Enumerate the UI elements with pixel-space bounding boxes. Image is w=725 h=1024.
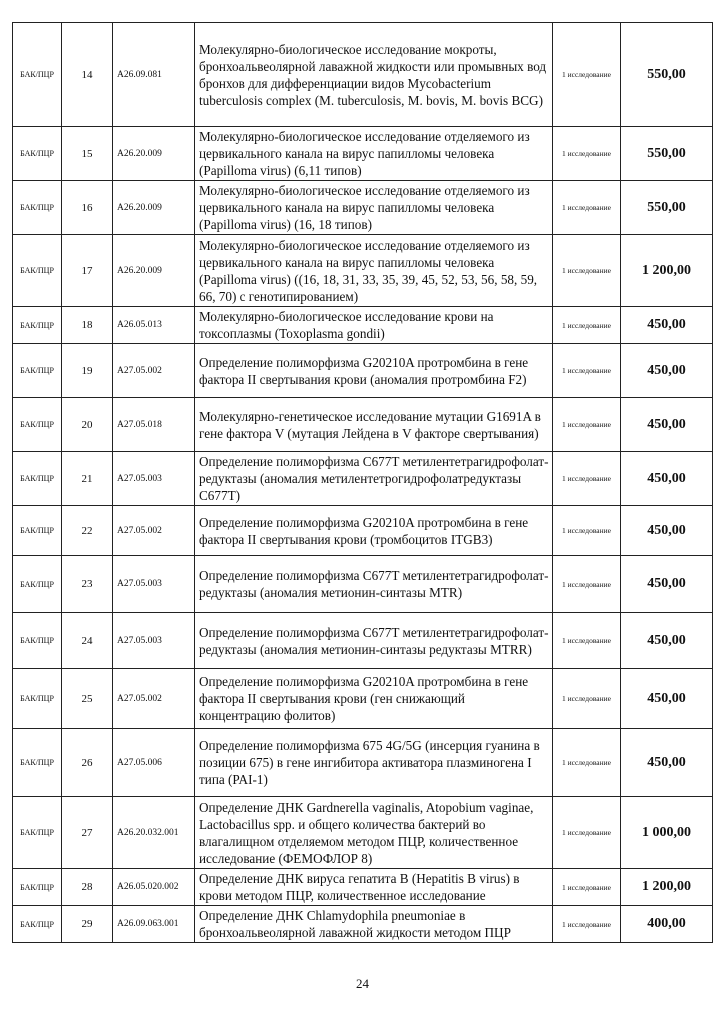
department-cell: БАК/ПЦР [13, 613, 62, 669]
service-name-cell: Определение ДНК Gardnerella vaginalis, Atopobium vaginae, Lactobacillus spp. и общего количества бактерий во влагалищном отделяемом методом ПЦР, количественное исследование (ФЕМОФЛОР 8) [195, 797, 553, 869]
service-code-cell: A27.05.002 [113, 506, 195, 556]
department-cell: БАК/ПЦР [13, 127, 62, 181]
unit-cell: 1 исследование [553, 556, 621, 613]
price-cell: 450,00 [621, 556, 713, 613]
service-code-cell: A26.20.009 [113, 127, 195, 181]
service-code-cell: A27.05.003 [113, 452, 195, 506]
row-number-cell: 22 [62, 506, 113, 556]
service-name-cell: Определение ДНК вируса гепатита B (Hepatitis B virus) в крови методом ПЦР, количественное исследование [195, 869, 553, 906]
service-code-cell: A26.20.032.001 [113, 797, 195, 869]
service-name-cell: Определение полиморфизма G20210A протромбина в гене фактора II свертывания крови (тромбоцитов ITGB3) [195, 506, 553, 556]
table-row [13, 235, 713, 307]
row-number-cell: 28 [62, 869, 113, 906]
price-cell: 1 200,00 [621, 869, 713, 906]
price-cell: 550,00 [621, 181, 713, 235]
service-name-cell: Определение полиморфизма 675 4G/5G (инсерция гуанина в позиции 675) в гене ингибитора активатора плазминогена I типа (PAI-1) [195, 729, 553, 797]
service-name-cell: Определение полиморфизма G20210A протромбина в гене фактора II свертывания крови (аномалия протромбина F2) [195, 344, 553, 398]
table-row [13, 506, 713, 556]
row-number-cell: 18 [62, 307, 113, 344]
service-code-cell: A27.05.003 [113, 556, 195, 613]
table-row [13, 669, 713, 729]
service-name-cell: Молекулярно-биологическое исследование крови на токсоплазмы (Toxoplasma gondii) [195, 307, 553, 344]
department-cell: БАК/ПЦР [13, 235, 62, 307]
unit-cell: 1 исследование [553, 452, 621, 506]
service-name-cell: Молекулярно-биологическое исследование отделяемого из цервикального канала на вирус папилломы человека (Papilloma virus) (16, 18 типов) [195, 181, 553, 235]
department-cell: БАК/ПЦР [13, 556, 62, 613]
price-cell: 450,00 [621, 307, 713, 344]
department-cell: БАК/ПЦР [13, 729, 62, 797]
table-row [13, 127, 713, 181]
table-row [13, 307, 713, 344]
price-cell: 450,00 [621, 398, 713, 452]
service-code-cell: A27.05.018 [113, 398, 195, 452]
price-cell: 450,00 [621, 729, 713, 797]
service-code-cell: A27.05.003 [113, 613, 195, 669]
price-cell: 400,00 [621, 906, 713, 943]
row-number-cell: 26 [62, 729, 113, 797]
table-row [13, 556, 713, 613]
department-cell: БАК/ПЦР [13, 344, 62, 398]
service-name-cell: Определение полиморфизма G20210A протромбина в гене фактора II свертывания крови (ген снижающий концентрацию фолитов) [195, 669, 553, 729]
unit-cell: 1 исследование [553, 506, 621, 556]
row-number-cell: 15 [62, 127, 113, 181]
unit-cell: 1 исследование [553, 398, 621, 452]
table-row [13, 729, 713, 797]
price-cell: 450,00 [621, 613, 713, 669]
service-code-cell: A26.20.009 [113, 181, 195, 235]
price-cell: 550,00 [621, 127, 713, 181]
department-cell: БАК/ПЦР [13, 307, 62, 344]
row-number-cell: 23 [62, 556, 113, 613]
department-cell: БАК/ПЦР [13, 506, 62, 556]
unit-cell: 1 исследование [553, 869, 621, 906]
department-cell: БАК/ПЦР [13, 181, 62, 235]
service-code-cell: A26.05.013 [113, 307, 195, 344]
table-row [13, 344, 713, 398]
unit-cell: 1 исследование [553, 797, 621, 869]
price-cell: 1 200,00 [621, 235, 713, 307]
unit-cell: 1 исследование [553, 669, 621, 729]
service-name-cell: Определение полиморфизма C677T метилентетрагидрофолат-редуктазы (аномалия метилентетрогидрофолатредуктазы C677T) [195, 452, 553, 506]
unit-cell: 1 исследование [553, 613, 621, 669]
department-cell: БАК/ПЦР [13, 797, 62, 869]
department-cell: БАК/ПЦР [13, 23, 62, 127]
price-cell: 550,00 [621, 23, 713, 127]
row-number-cell: 17 [62, 235, 113, 307]
row-number-cell: 27 [62, 797, 113, 869]
price-cell: 450,00 [621, 669, 713, 729]
price-cell: 450,00 [621, 344, 713, 398]
row-number-cell: 16 [62, 181, 113, 235]
service-name-cell: Молекулярно-генетическое исследование мутации G1691A в гене фактора V (мутация Лейдена в V факторе свертывания) [195, 398, 553, 452]
page-number: 24 [356, 976, 369, 991]
service-name-cell: Молекулярно-биологическое исследование мокроты, бронхоальвеолярной лаважной жидкости или промывных вод бронхов для дифференциации видов Mycobacterium tuberculosis complex (M. tuberculosis, M. bovis, M. bovis BCG) [195, 23, 553, 127]
department-cell: БАК/ПЦР [13, 452, 62, 506]
row-number-cell: 19 [62, 344, 113, 398]
unit-cell: 1 исследование [553, 906, 621, 943]
service-name-cell: Молекулярно-биологическое исследование отделяемого из цервикального канала на вирус папилломы человека (Papilloma virus) (6,11 типов) [195, 127, 553, 181]
row-number-cell: 29 [62, 906, 113, 943]
service-code-cell: A26.20.009 [113, 235, 195, 307]
unit-cell: 1 исследование [553, 307, 621, 344]
table-row [13, 181, 713, 235]
table-row [13, 398, 713, 452]
service-code-cell: A26.09.081 [113, 23, 195, 127]
service-code-cell: A26.05.020.002 [113, 869, 195, 906]
price-list-table [12, 22, 713, 943]
department-cell: БАК/ПЦР [13, 906, 62, 943]
department-cell: БАК/ПЦР [13, 869, 62, 906]
unit-cell: 1 исследование [553, 181, 621, 235]
unit-cell: 1 исследование [553, 127, 621, 181]
department-cell: БАК/ПЦР [13, 398, 62, 452]
unit-cell: 1 исследование [553, 729, 621, 797]
unit-cell: 1 исследование [553, 23, 621, 127]
row-number-cell: 24 [62, 613, 113, 669]
service-name-cell: Молекулярно-биологическое исследование отделяемого из цервикального канала на вирус папилломы человека (Papilloma virus) ((16, 18, 31, 33, 35, 39, 45, 52, 53, 56, 58, 59, 66, 70) с генотипированием) [195, 235, 553, 307]
table-row [13, 869, 713, 906]
service-name-cell: Определение полиморфизма C677T метилентетрагидрофолат-редуктазы (аномалия метионин-синтазы MTR) [195, 556, 553, 613]
unit-cell: 1 исследование [553, 235, 621, 307]
price-cell: 450,00 [621, 506, 713, 556]
table-row [13, 613, 713, 669]
row-number-cell: 14 [62, 23, 113, 127]
service-code-cell: A27.05.002 [113, 344, 195, 398]
table-row [13, 23, 713, 127]
department-cell: БАК/ПЦР [13, 669, 62, 729]
table-row [13, 797, 713, 869]
price-cell: 1 000,00 [621, 797, 713, 869]
service-name-cell: Определение полиморфизма C677T метилентетрагидрофолат-редуктазы (аномалия метионин-синтазы редуктазы MTRR) [195, 613, 553, 669]
row-number-cell: 20 [62, 398, 113, 452]
service-code-cell: A26.09.063.001 [113, 906, 195, 943]
price-cell: 450,00 [621, 452, 713, 506]
row-number-cell: 25 [62, 669, 113, 729]
service-code-cell: A27.05.002 [113, 669, 195, 729]
table-row [13, 452, 713, 506]
service-name-cell: Определение ДНК Chlamydophila pneumoniae в бронхоальвеолярной лаважной жидкости методом ПЦР [195, 906, 553, 943]
table-row [13, 906, 713, 943]
price-list-body [13, 23, 713, 943]
row-number-cell: 21 [62, 452, 113, 506]
unit-cell: 1 исследование [553, 344, 621, 398]
service-code-cell: A27.05.006 [113, 729, 195, 797]
